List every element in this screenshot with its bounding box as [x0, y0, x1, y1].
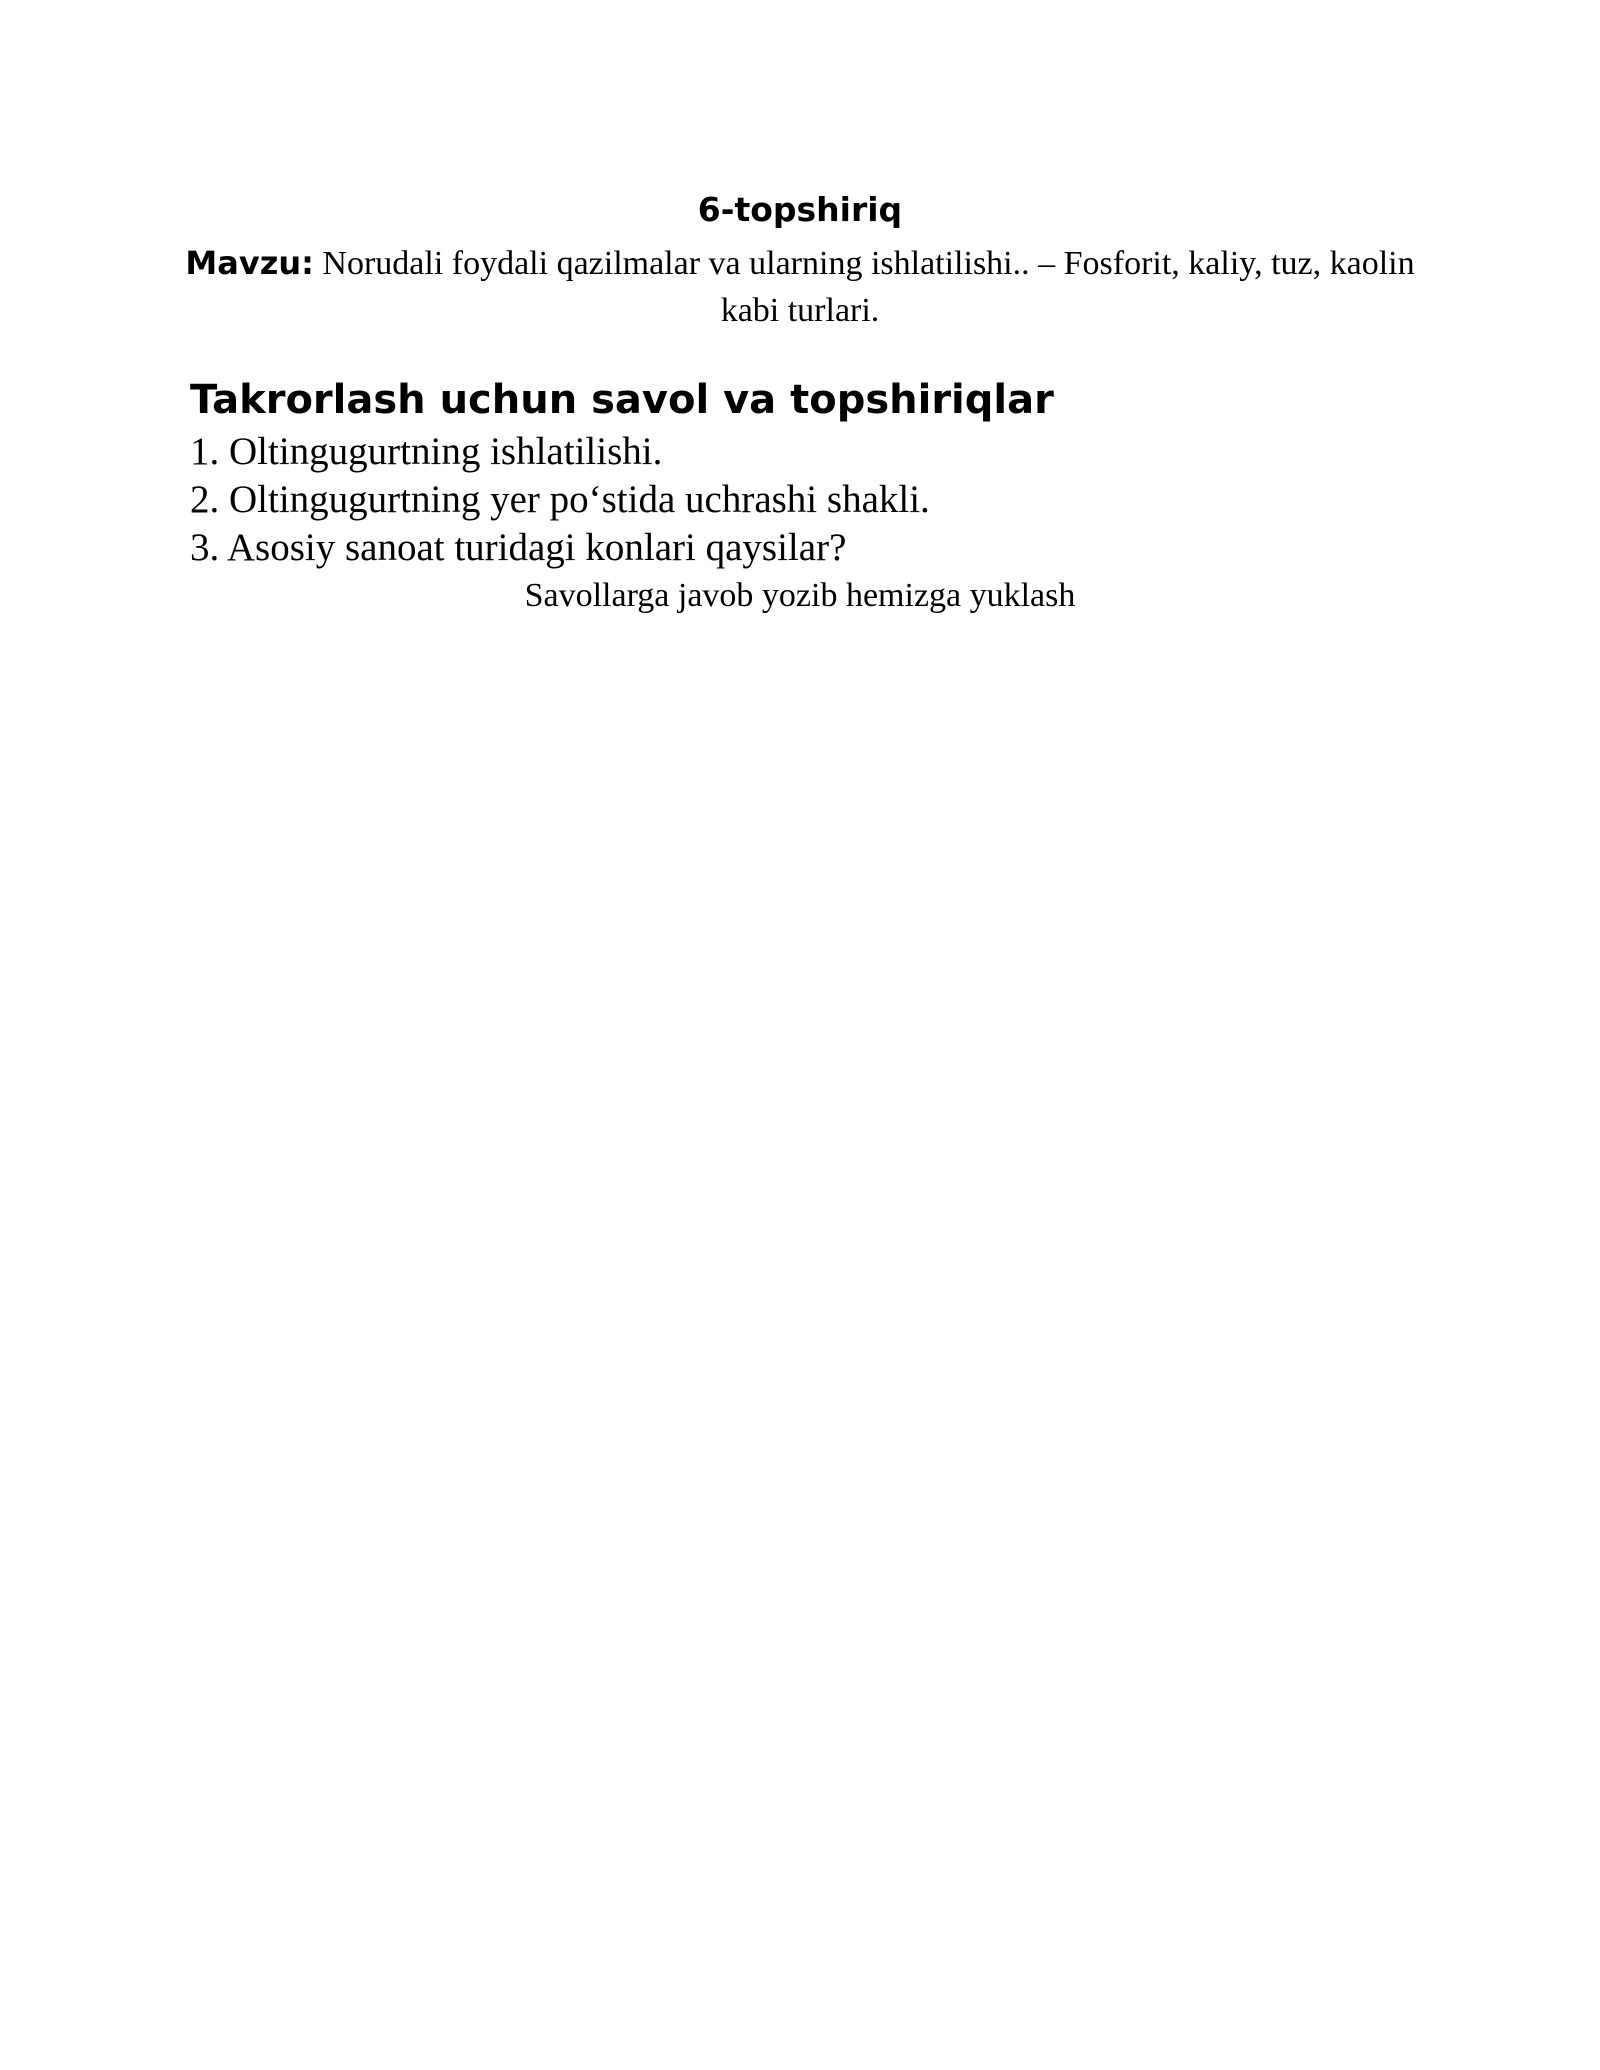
document-title: 6-topshiriq	[697, 190, 903, 229]
question-item: 1. Oltingugurtning ishlatilishi.	[190, 430, 663, 473]
question-item: 3. Asosiy sanoat turidagi konlari qaysilar?	[190, 526, 847, 569]
topic-text: Norudali foydali qazilmalar va ularning ishlatilishi.. – Fosforit, kaliy, tuz, kaolin kabi turlari.	[322, 245, 1415, 329]
section-heading: Takrorlash uchun savol va topshiriqlar	[190, 377, 1054, 423]
instruction-text: Savollarga javob yozib hemizga yuklash	[524, 577, 1076, 614]
questions-list	[190, 428, 930, 572]
question-item: 2. Oltingugurtning yer po‘stida uchrashi shakli.	[190, 478, 930, 521]
topic-line	[180, 240, 1420, 334]
topic-label: Mavzu:	[185, 244, 314, 282]
